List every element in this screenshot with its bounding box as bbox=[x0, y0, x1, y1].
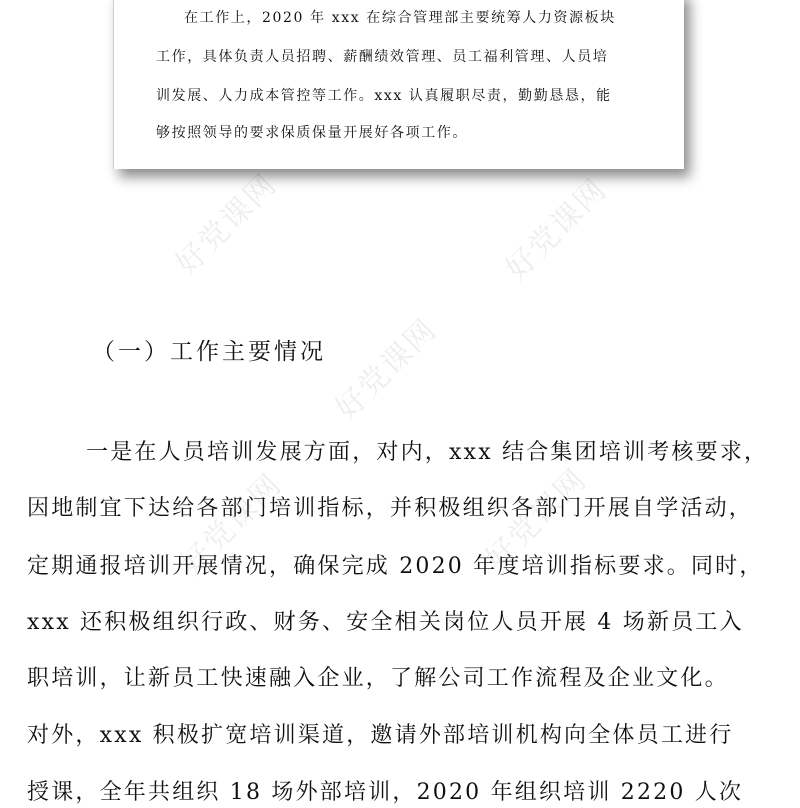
watermark: 好党课网 bbox=[478, 461, 595, 578]
card-line: 工作，具体负责人员招聘、薪酬绩效管理、员工福利管理、人员培 bbox=[156, 49, 609, 65]
watermark: 好党课网 bbox=[173, 466, 290, 583]
paragraph-line: xxx 还积极组织行政、财务、安全相关岗位人员开展 4 场新员工入 bbox=[27, 610, 744, 635]
card-line: 够按照领导的要求保质保量开展好各项工作。 bbox=[156, 125, 468, 141]
paragraph-line: 授课，全年共组织 18 场外部培训，2020 年组织培训 2220 人次 bbox=[27, 780, 744, 805]
paragraph-line: 因地制宜下达给各部门培训指标，并积极组织各部门开展自学活动， bbox=[27, 496, 754, 521]
watermark: 好党课网 bbox=[498, 171, 615, 288]
card-line: 在工作上，2020 年 xxx 在综合管理部主要统筹人力资源板块 bbox=[184, 10, 616, 26]
paragraph-line: 对外，xxx 积极扩宽培训渠道，邀请外部培训机构向全体员工进行 bbox=[27, 723, 734, 748]
watermark: 好党课网 bbox=[328, 311, 445, 428]
paragraph-line: 一是在人员培训发展方面，对内，xxx 结合集团培训考核要求， bbox=[86, 440, 769, 465]
card-line: 训发展、人力成本管控等工作。xxx 认真履职尽责，勤勤恳恳，能 bbox=[156, 88, 612, 104]
section-heading: （一）工作主要情况 bbox=[92, 339, 326, 365]
paragraph-line: 职培训，让新员工快速融入企业，了解公司工作流程及企业文化。 bbox=[27, 666, 729, 691]
watermark: 好党课网 bbox=[168, 166, 285, 283]
summary-card bbox=[113, 0, 684, 169]
paragraph-line: 定期通报培训开展情况，确保完成 2020 年度培训指标要求。同时， bbox=[27, 554, 764, 579]
